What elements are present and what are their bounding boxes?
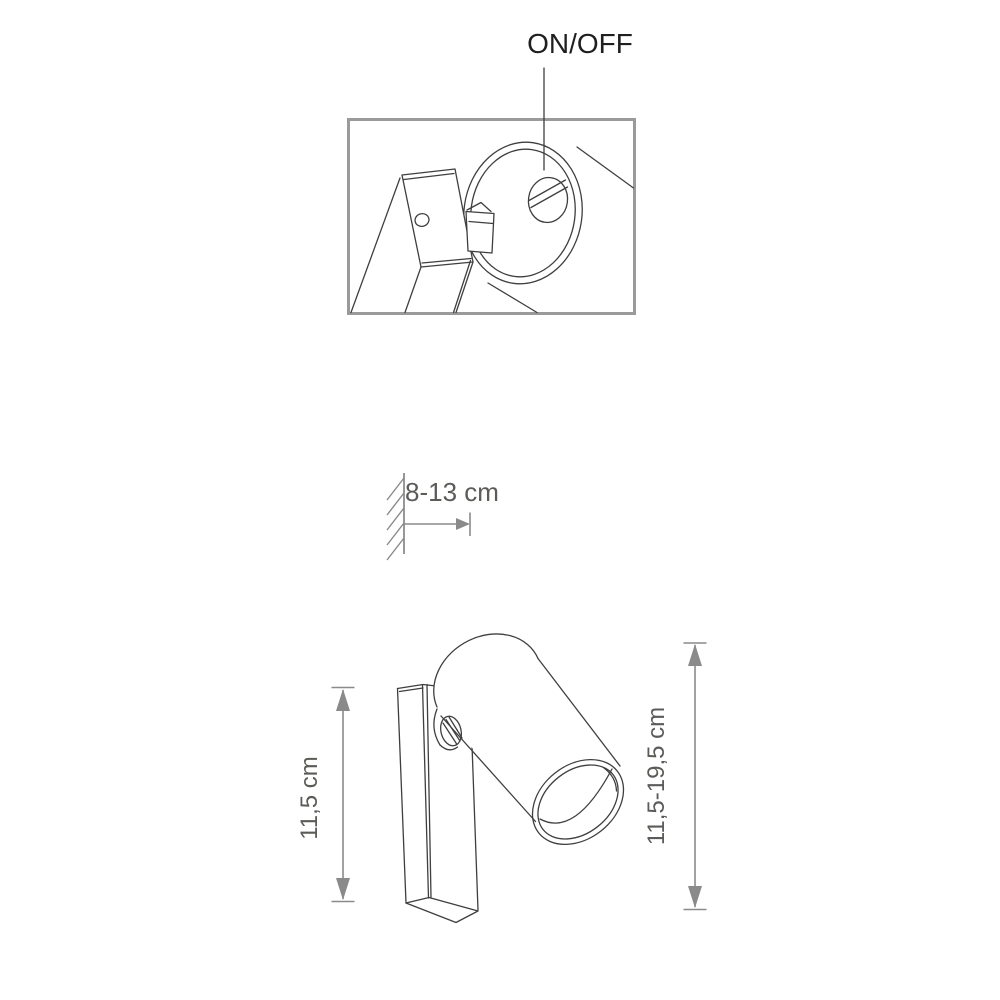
- total-height-label: 11,5-19,5 cm: [643, 706, 670, 846]
- bracket-height-dimension: [332, 688, 355, 902]
- mounting-plate-detail: [402, 169, 473, 267]
- wall-distance-figure: [387, 473, 470, 560]
- total-height-dimension: [684, 643, 707, 910]
- switch-detail-callout: [349, 68, 635, 314]
- bracket-height-label: 11,5 cm: [296, 756, 323, 840]
- wall-distance-label: 8-13 cm: [405, 477, 499, 507]
- distance-arrow: [404, 513, 470, 537]
- spot-head-cylinder: [434, 634, 640, 862]
- on-off-label: ON/OFF: [527, 28, 633, 59]
- lamp-drawing: [398, 634, 641, 923]
- on-off-switch-knob: [526, 175, 571, 225]
- hinge-connector-detail: [466, 203, 494, 254]
- wall-hatching: [387, 478, 404, 560]
